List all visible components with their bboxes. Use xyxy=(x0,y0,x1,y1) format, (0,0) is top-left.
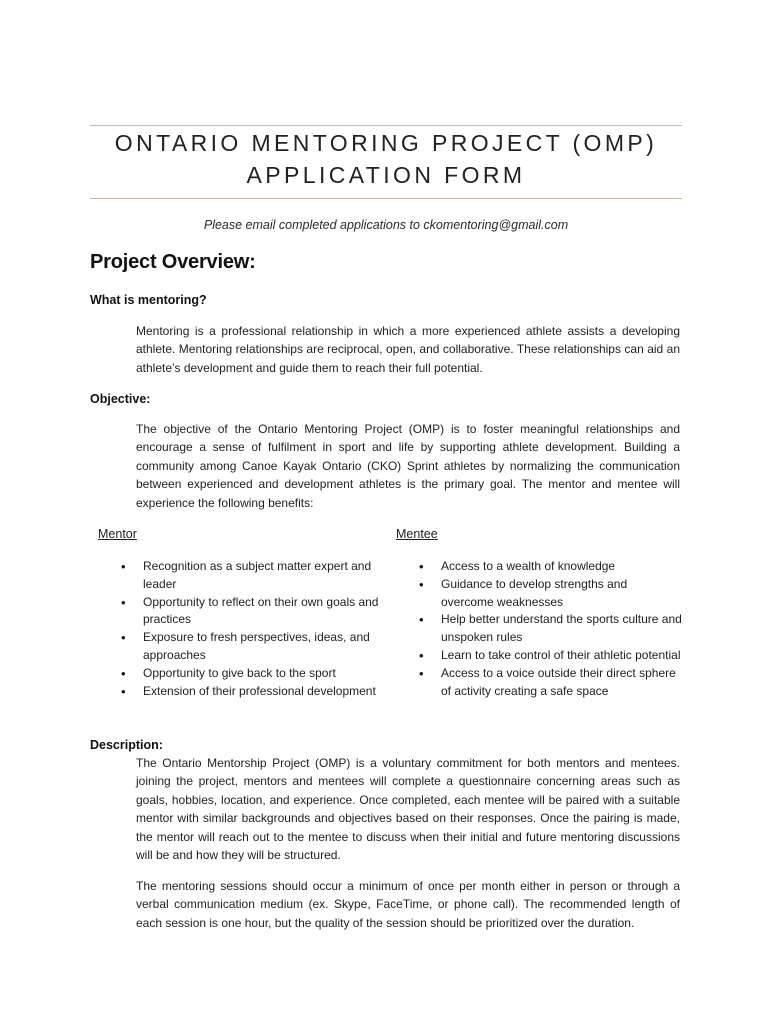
mentor-column-heading: Mentor xyxy=(98,527,137,541)
description-heading: Description: xyxy=(90,738,163,752)
list-item: • Access to a wealth of knowledge xyxy=(415,558,683,576)
list-item: • Opportunity to give back to the sport xyxy=(117,665,387,683)
description-paragraph-1: The Ontario Mentorship Project (OMP) is a voluntary commitment for both mentors and mentees. joining the project, mentors and mentees will complete a questionnaire concerning areas such as goals, hobbies, location, and experience. Once completed, each mentee will be paired with a suitable mentor with similar backgrounds and objectives based on their responses. Once the pairing is made, the mentor will reach out to the mentee to discuss when their initial and future mentoring discussions will be and how they will be structured. xyxy=(136,756,680,863)
description-paragraph-2: The mentoring sessions should occur a minimum of once per month either in person or through a verbal communication medium (ex. Skype, FaceTime, or phone call). The recommended length of each session is one hour, but the quality of the session should be prioritized over the duration. xyxy=(136,879,680,930)
list-item: • Access to a voice outside their direct sphere of activity creating a safe space xyxy=(415,665,683,701)
mentee-benefits-list xyxy=(415,558,683,700)
list-item: • Help better understand the sports culture and unspoken rules xyxy=(415,611,683,647)
list-item: • Recognition as a subject matter expert and leader xyxy=(117,558,387,594)
what-is-mentoring-text: Mentoring is a professional relationship in which a more experienced athlete assists a developing athlete. Mentoring relationships are reciprocal, open, and collaborative. These relationships can aid an athlete’s development and guide them to reach their full potential. xyxy=(136,324,680,375)
title-bottom-rule xyxy=(90,198,682,199)
list-item: • Learn to take control of their athletic potential xyxy=(415,647,683,665)
form-title-line-1: ONTARIO MENTORING PROJECT (OMP) xyxy=(114,130,658,156)
objective-text: The objective of the Ontario Mentoring Project (OMP) is to foster meaningful relationships and encourage a sense of fulfilment in sport and life by supporting athlete development. Building a community among Canoe Kayak Ontario (CKO) Sprint athletes by normalizing the communication between experienced and development athletes is the primary goal. The mentor and mentee will experience the following benefits: xyxy=(136,422,680,510)
form-title-line-2: APPLICATION FORM xyxy=(246,162,526,188)
email-instruction: Please email completed applications to ckomentoring@gmail.com xyxy=(203,218,569,232)
list-item: • Exposure to fresh perspectives, ideas, and approaches xyxy=(117,629,387,665)
list-item: • Guidance to develop strengths and overcome weaknesses xyxy=(415,576,683,612)
mentee-column-heading: Mentee xyxy=(396,527,438,541)
what-is-mentoring-heading: What is mentoring? xyxy=(90,293,207,307)
list-item: • Extension of their professional development xyxy=(117,683,387,701)
project-overview-heading: Project Overview: xyxy=(90,251,256,273)
list-item: • Opportunity to reflect on their own goals and practices xyxy=(117,594,387,630)
title-top-rule xyxy=(90,125,682,126)
mentor-benefits-list xyxy=(117,558,387,700)
objective-heading: Objective: xyxy=(90,392,151,406)
